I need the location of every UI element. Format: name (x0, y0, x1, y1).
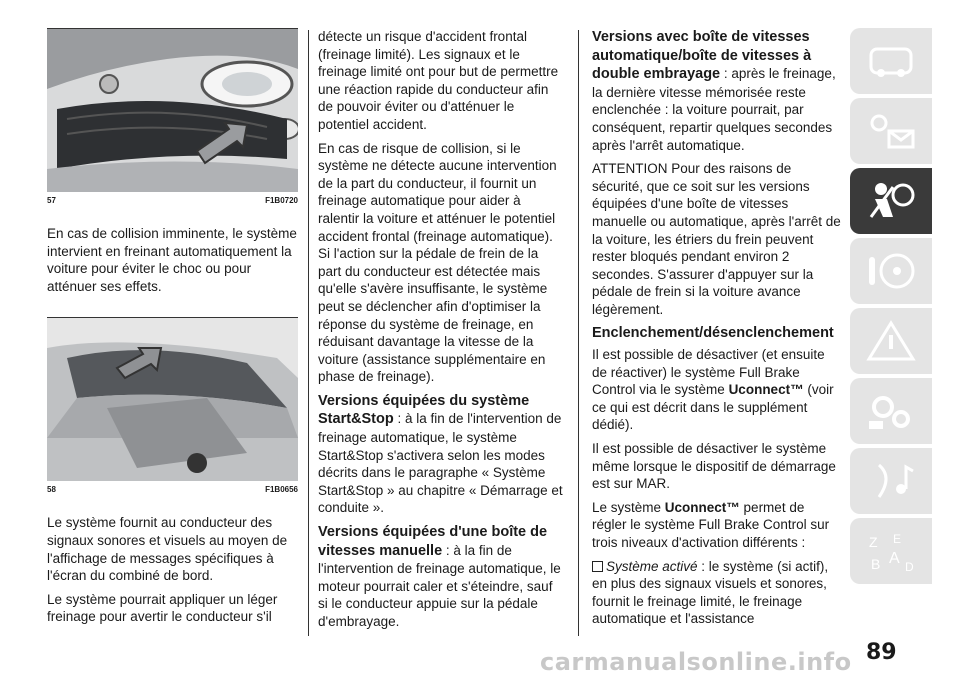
emergency-triangle-icon[interactable] (850, 308, 932, 374)
svg-text:A: A (889, 550, 900, 567)
paragraph: ATTENTION Pour des raisons de sécurité, que ce soit sur les versions équipées d'une boîte de vitesses manuelle ou automatique, après l'arrêt de la voiture, les étriers du frein peuvent rester bloqués pendant environ 2 secondes. S'assurer d'appuyer sur la pédale de frein si la voiture avance légèrement. (592, 161, 841, 317)
paragraph: Il est possible de désactiver le système même lorsque le dispositif de démarrage est sur MAR. (592, 441, 836, 492)
svg-text:B: B (871, 556, 881, 572)
figure-code: F1B0656 (265, 485, 298, 495)
figure-caption (47, 485, 298, 494)
subheading: Versions équipées d'une boîte de vitesses manuelle (318, 524, 548, 559)
paragraph-text: : à la fin de l'intervention de freinage automatique, le moteur pourrait caler et s'éteindre, sauf si le conducteur appuie sur la pédale d'embrayage. (318, 542, 561, 629)
paragraph (318, 523, 563, 631)
paragraph: Le système fournit au conducteur des signaux sonores et visuels au moyen de l'affichage de messages spécifiques à l'écran du combiné de bord. (47, 515, 288, 584)
safety-airbag-icon[interactable] (850, 168, 932, 234)
paragraph (592, 28, 842, 154)
watermark: carmanualsonline.info (540, 648, 852, 676)
maintenance-gears-icon[interactable] (850, 378, 932, 444)
paragraph-text: permet de régler le système Full Brake Control sur trois niveaux d'activation différents : (592, 499, 830, 551)
column-divider (578, 30, 579, 636)
multimedia-icon[interactable] (850, 448, 932, 514)
paragraph (592, 499, 842, 552)
paragraph-text: Il est possible de désactiver (et ensuite de réactiver) le système Full Brake Control via le système (592, 347, 825, 398)
svg-text:D: D (905, 560, 914, 574)
figure-caption (47, 196, 298, 205)
steering-wheel-icon[interactable] (850, 238, 932, 304)
section-heading: Enclenchement/désenclenchement (592, 324, 834, 341)
svg-text:Z: Z (869, 534, 878, 550)
column-divider (308, 30, 309, 636)
paragraph: En cas de risque de collision, si le système ne détecte aucune intervention de la part du conducteur, il fournit un freinage automatique pour aider à ralentir la voiture et atténuer le potentiel accident frontal (freinage automatique). Si l'action sur la pédale de frein de la part du conducteur est détectée mais qu'elle s'avère insuffisante, le système peut se déclencher afin d'optimiser la réponse du système de freinage, en réduisant davantage la vitesse de la voiture (assistance supplémentaire en phase de freinage). (318, 140, 557, 385)
figure-number: 57 (47, 196, 56, 205)
option-label: Système activé (606, 558, 698, 574)
chapter-tabs (850, 28, 932, 588)
paragraph: Le système pourrait appliquer un léger freinage pour avertir le conducteur s'il (47, 591, 278, 625)
product-name: Uconnect™ (728, 382, 804, 398)
svg-text:E: E (893, 532, 902, 546)
figure-58-windshield-photo (47, 318, 298, 481)
paragraph: En cas de collision imminente, le système intervient en freinant automatiquement la voiture pour éviter le choc ou pour atténuer ses effets. (47, 226, 297, 294)
paragraph-text: : après le freinage, la dernière vitesse mémorisée reste enclenchée : la voiture pourrait, par conséquent, repartir quelques secondes après l'arrêt automatique. (592, 66, 836, 153)
paragraph-text: : le système (si actif), en plus des signaux visuels et sonores, fournit le freinage limité, le freinage automatique et l'assistance (592, 558, 829, 627)
figure-57-front-bumper-photo (47, 29, 298, 192)
paragraph: détecte un risque d'accident frontal (freinage limité). Les signaux et le freinage limité ont pour but de permettre une réaction rapide du conducteur afin de pouvoir éviter ou d'atténuer le potentiel accident. (318, 29, 559, 132)
figure-code: F1B0720 (265, 196, 298, 205)
paragraph-text: (voir ce qui est décrit dans le supplément dédié). (592, 382, 834, 433)
subheading: Versions avec boîte de vitesses automatique/boîte de vitesses à double embrayage (592, 29, 812, 83)
column-3 (592, 28, 842, 634)
checkbox-bullet-icon (592, 561, 603, 572)
paragraph (318, 392, 563, 517)
paragraph (592, 346, 842, 434)
page-number: 89 (866, 640, 897, 665)
figure-number: 58 (47, 485, 56, 495)
paragraph-text: : à la fin de l'intervention de freinage automatique, le système Start&Stop s'activera selon les modes décrits dans le paragraphe « Système Start&Stop » au chapitre « Démarrage et conduite ». (318, 411, 563, 516)
paragraph (592, 558, 842, 628)
warning-lights-icon[interactable] (850, 98, 932, 164)
product-name: Uconnect™ (664, 499, 740, 515)
column-1 (47, 28, 298, 632)
subheading: Versions équipées du système Start&Stop (318, 392, 530, 428)
car-dashboard-icon[interactable] (850, 28, 932, 94)
column-2 (318, 28, 563, 637)
paragraph-text: Le système (592, 499, 665, 515)
index-letters-icon[interactable] (850, 518, 932, 584)
